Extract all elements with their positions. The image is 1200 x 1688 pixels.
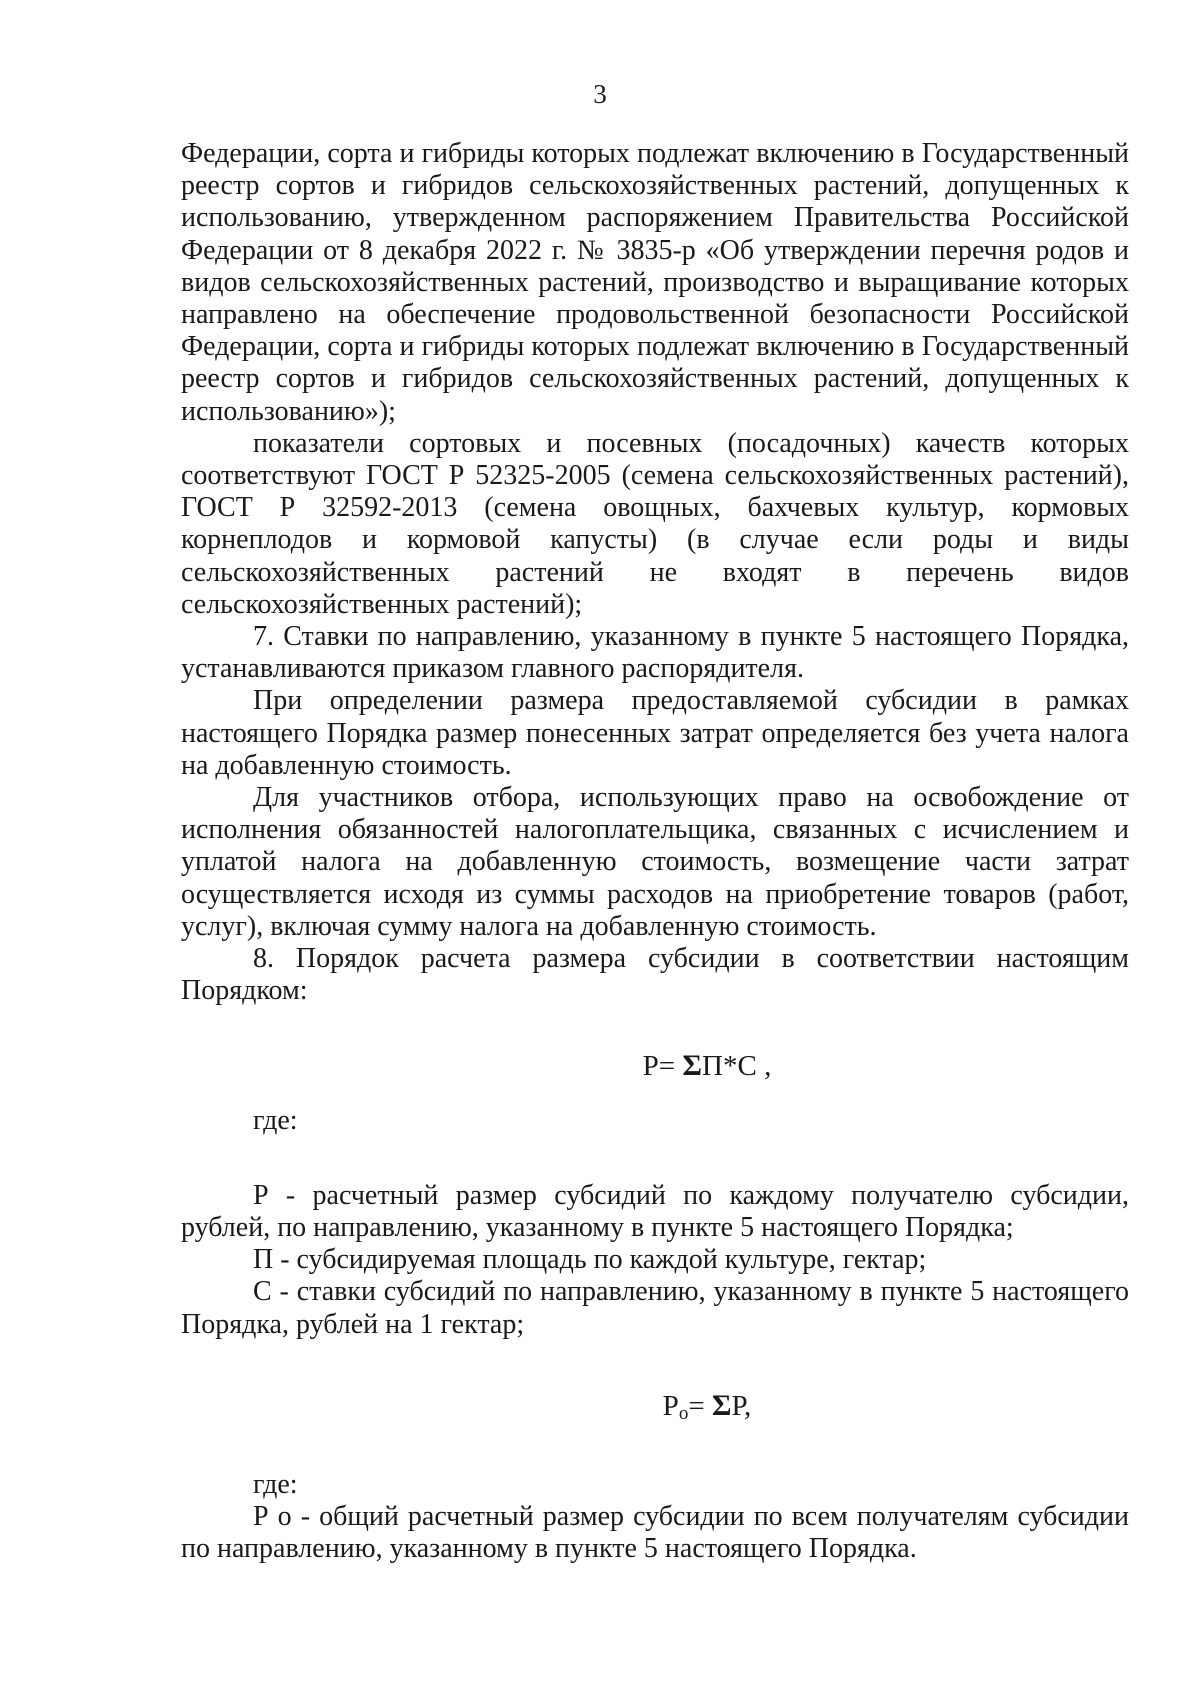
definition-area: П - субсидируемая площадь по каждой культуре, гектар;	[253, 1244, 927, 1276]
formula-rhs: П*С ,	[702, 1050, 772, 1083]
formula-eq: =	[688, 1389, 705, 1422]
paragraph-item-8: 8. Порядок расчета размера субсидии в соответствии настоящим Порядком:	[181, 943, 1129, 1007]
paragraph-vat-excluded: При определении размера предоставляемой субсидии в рамках настоящего Порядка размер понесенных затрат определяется без учета налога на добавленную стоимость.	[181, 685, 1129, 781]
document-body	[181, 138, 1129, 1565]
where-label: где:	[253, 1105, 298, 1137]
sigma-symbol: Σ	[711, 1388, 732, 1422]
formula-base: Р	[662, 1389, 679, 1422]
definition-p: Р - расчетный размер субсидий по каждому получателю субсидии, рублей, по направлению, указанному в пункте 5 настоящего Порядка;	[181, 1179, 1129, 1243]
formula-total-subsidy	[233, 1389, 1181, 1431]
page-number: 3	[593, 79, 607, 109]
where-label-2: где:	[253, 1468, 298, 1500]
paragraph-item-7: 7. Ставки по направлению, указанному в пункте 5 настоящего Порядка, устанавливаются приказом главного распорядителя.	[181, 621, 1129, 685]
formula-rhs: Р,	[731, 1389, 752, 1422]
paragraph-quality-indicators: показатели сортовых и посевных (посадочных) качеств которых соответствуют ГОСТ Р 52325-2005 (семена сельскохозяйственных растений), ГОСТ Р 32592-2013 (семена овощных, бахчевых культур, кормовых корнеплодов и кормовой капусты) (в случае если роды и виды сельскохозяйственных растений не входят в перечень видов сельскохозяйственных растений);	[181, 427, 1129, 620]
definition-rate: С - ставки субсидий по направлению, указанному в пункте 5 настоящего Порядка, рублей на 1 гектар;	[181, 1276, 1129, 1340]
paragraph-continuation: Федерации, сорта и гибриды которых подлежат включению в Государственный реестр сортов и гибридов сельскохозяйственных растений, допущенных к использованию, утвержденном распоряжением Правительства Российской Федерации от 8 декабря 2022 г. № 3835-р «Об утверждении перечня родов и видов сельскохозяйственных растений, производство и выращивание которых направлено на обеспечение продовольственной безопасности Российской Федерации, сорта и гибриды которых подлежат включению в Государственный реестр сортов и гибридов сельскохозяйственных растений, допущенных к использованию»);	[181, 138, 1129, 427]
formula-lhs: Р=	[642, 1050, 676, 1083]
definition-total: Р о - общий расчетный размер субсидии по всем получателям субсидии по направлению, указанному в пункте 5 настоящего Порядка.	[181, 1500, 1129, 1565]
formula-subscript: о	[678, 1402, 689, 1424]
sigma-symbol: Σ	[682, 1049, 703, 1083]
formula-subsidy-per-recipient	[233, 1049, 1181, 1083]
paragraph-vat-exemption: Для участников отбора, использующих право на освобождение от исполнения обязанностей налогоплательщика, связанных с исчислением и уплатой налога на добавленную стоимость, возмещение части затрат осуществляется исходя из суммы расходов на приобретение товаров (работ, услуг), включая сумму налога на добавленную стоимость.	[181, 782, 1129, 942]
